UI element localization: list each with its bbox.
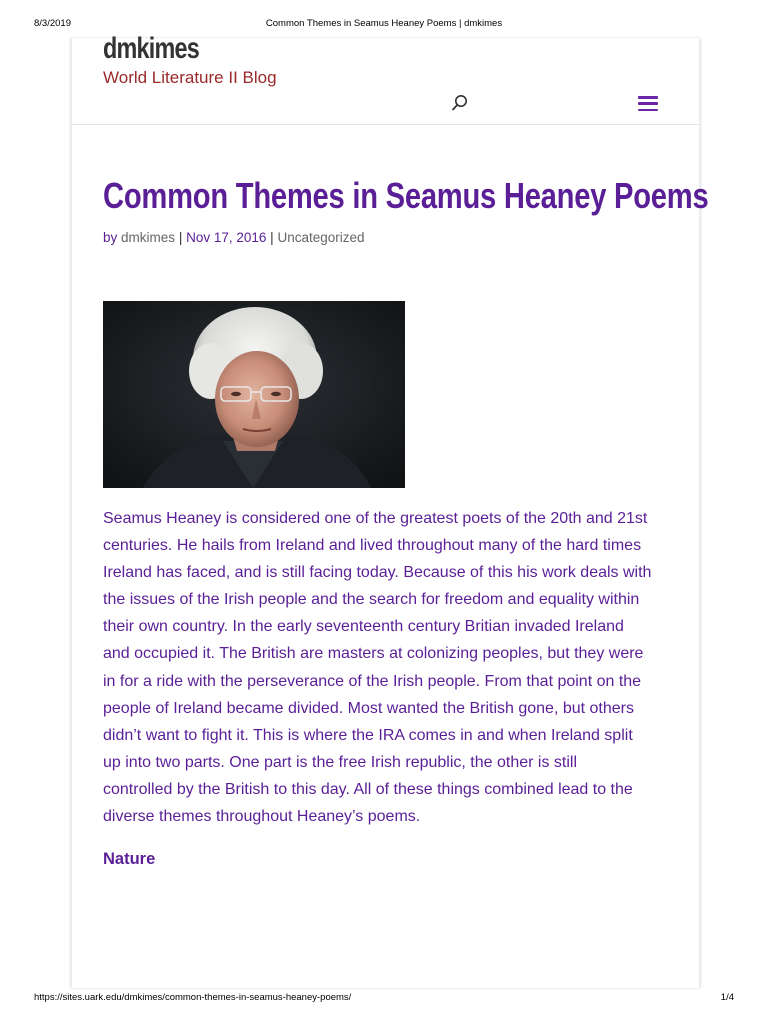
print-date: 8/3/2019 <box>34 18 71 29</box>
print-page-title: Common Themes in Seamus Heaney Poems | dmkimes <box>265 18 503 29</box>
section-heading-nature: Nature <box>103 850 156 868</box>
meta-by-label: by <box>103 230 118 245</box>
hamburger-menu-icon[interactable] <box>638 96 658 112</box>
print-header <box>0 18 768 32</box>
site-header <box>72 32 699 125</box>
body-line: Ireland has faced, and is still facing today. Because of this his work deals with <box>103 564 652 582</box>
meta-separator: | <box>270 230 274 245</box>
post-title: Common Themes in Seamus Heaney Poems <box>103 175 709 216</box>
page-container <box>71 32 709 988</box>
body-line: controlled by the British to this day. All of these things combined lead to the <box>103 780 633 798</box>
body-line: diverse themes throughout Heaney’s poems. <box>103 808 421 826</box>
body-line: the issues of the Irish people and the search for freedom and equality within <box>103 591 640 609</box>
featured-image <box>103 301 405 488</box>
print-page-number: 1/4 <box>720 992 734 1003</box>
meta-date: Nov 17, 2016 <box>186 230 267 245</box>
print-footer <box>0 992 768 1006</box>
post-body <box>103 505 669 830</box>
search-icon[interactable] <box>450 93 470 113</box>
meta-category-link[interactable]: Uncategorized <box>277 230 365 245</box>
meta-separator: | <box>178 230 183 245</box>
post-meta <box>103 230 365 245</box>
body-line: in for a ride with the perseverance of the Irish people. From that point on the <box>103 672 642 690</box>
meta-author-link[interactable]: dmkimes <box>121 230 176 245</box>
body-line: people of Ireland became divided. Most wanted the British gone, but others <box>103 699 634 717</box>
body-line: didn’t want to fight it. This is where the IRA comes in and when Ireland split <box>103 726 633 744</box>
body-line: up into two parts. One part is the free Irish republic, the other is still <box>103 753 577 771</box>
body-line: their own country. In the early seventeenth century Britian invaded Ireland <box>103 618 624 636</box>
site-tagline: World Literature II Blog <box>103 68 277 87</box>
print-url: https://sites.uark.edu/dmkimes/common-themes-in-seamus-heaney-poems/ <box>34 992 352 1003</box>
body-line: Seamus Heaney is considered one of the greatest poets of the 20th and 21st <box>103 510 648 527</box>
site-title-link[interactable]: dmkimes <box>103 32 200 65</box>
body-line: centuries. He hails from Ireland and lived throughout many of the hard times <box>103 537 642 555</box>
body-line: and occupied it. The British are masters at colonizing peoples, but they were <box>103 645 644 663</box>
